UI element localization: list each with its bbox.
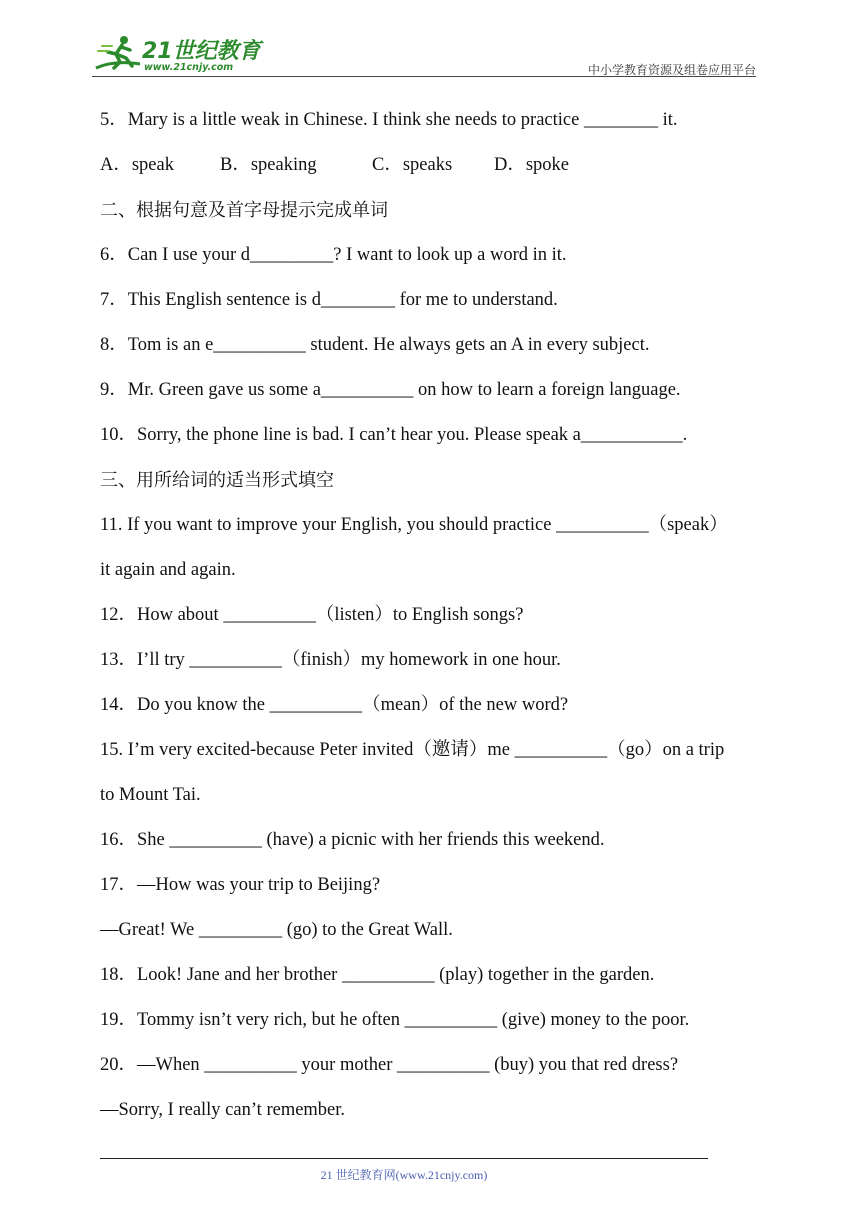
- logo-url-text: www.21cnjy.com: [144, 62, 234, 73]
- question-line: 8．Tom is an e__________ student. He always gets an A in every subject.: [100, 335, 650, 355]
- question-line: to Mount Tai.: [100, 785, 201, 805]
- question-line: 6．Can I use your d_________? I want to look up a word in it.: [100, 245, 567, 265]
- question-line: 15. I’m very excited-because Peter invited（邀请）me __________（go）on a trip: [100, 740, 725, 760]
- question-line: 17．—How was your trip to Beijing?: [100, 875, 381, 895]
- question-line: 13．I’ll try __________（finish）my homework in one hour.: [100, 650, 561, 670]
- page-header: [92, 28, 756, 78]
- option-b: B．speaking: [220, 155, 317, 175]
- question-line: 16．She __________ (have) a picnic with her friends this weekend.: [100, 830, 605, 850]
- footer-divider: [100, 1158, 708, 1159]
- section-heading: 二、根据句意及首字母提示完成单词: [100, 200, 388, 221]
- question-line: 5．Mary is a little weak in Chinese. I think she needs to practice ________ it.: [100, 110, 678, 130]
- question-line: 9．Mr. Green gave us some a__________ on how to learn a foreign language.: [100, 380, 681, 400]
- option-d: D．spoke: [494, 155, 570, 175]
- question-line: 14．Do you know the __________（mean）of the new word?: [100, 695, 569, 715]
- worksheet-content: [100, 98, 780, 1133]
- question-line: 20．—When __________ your mother __________ (buy) you that red dress?: [100, 1055, 679, 1075]
- site-logo: [92, 28, 262, 76]
- question-line: 11. If you want to improve your English, you should practice __________（speak）: [100, 515, 728, 535]
- header-divider: [92, 76, 756, 77]
- question-line: 12．How about __________（listen）to English songs?: [100, 605, 524, 625]
- option-a: A．speak: [100, 155, 174, 175]
- logo-brand-text: 21世纪教育: [142, 39, 261, 64]
- question-line: 19．Tommy isn’t very rich, but he often __________ (give) money to the poor.: [100, 1010, 690, 1030]
- question-line: —Great! We _________ (go) to the Great Wall.: [100, 920, 453, 940]
- section-heading: 三、用所给词的适当形式填空: [100, 470, 334, 491]
- answer-options: [100, 143, 780, 188]
- option-c: C．speaks: [372, 155, 453, 175]
- question-line: 10．Sorry, the phone line is bad. I can’t hear you. Please speak a___________.: [100, 425, 688, 445]
- question-line: it again and again.: [100, 560, 236, 580]
- question-line: 18．Look! Jane and her brother __________ (play) together in the garden.: [100, 965, 655, 985]
- runner-logo-icon: [94, 34, 144, 74]
- question-line: —Sorry, I really can’t remember.: [100, 1100, 346, 1120]
- footer-text: 21 世纪教育网(www.21cnjy.com): [320, 1168, 488, 1182]
- question-line: 7．This English sentence is d________ for me to understand.: [100, 290, 558, 310]
- header-platform-text: 中小学教育资源及组卷应用平台: [587, 63, 756, 77]
